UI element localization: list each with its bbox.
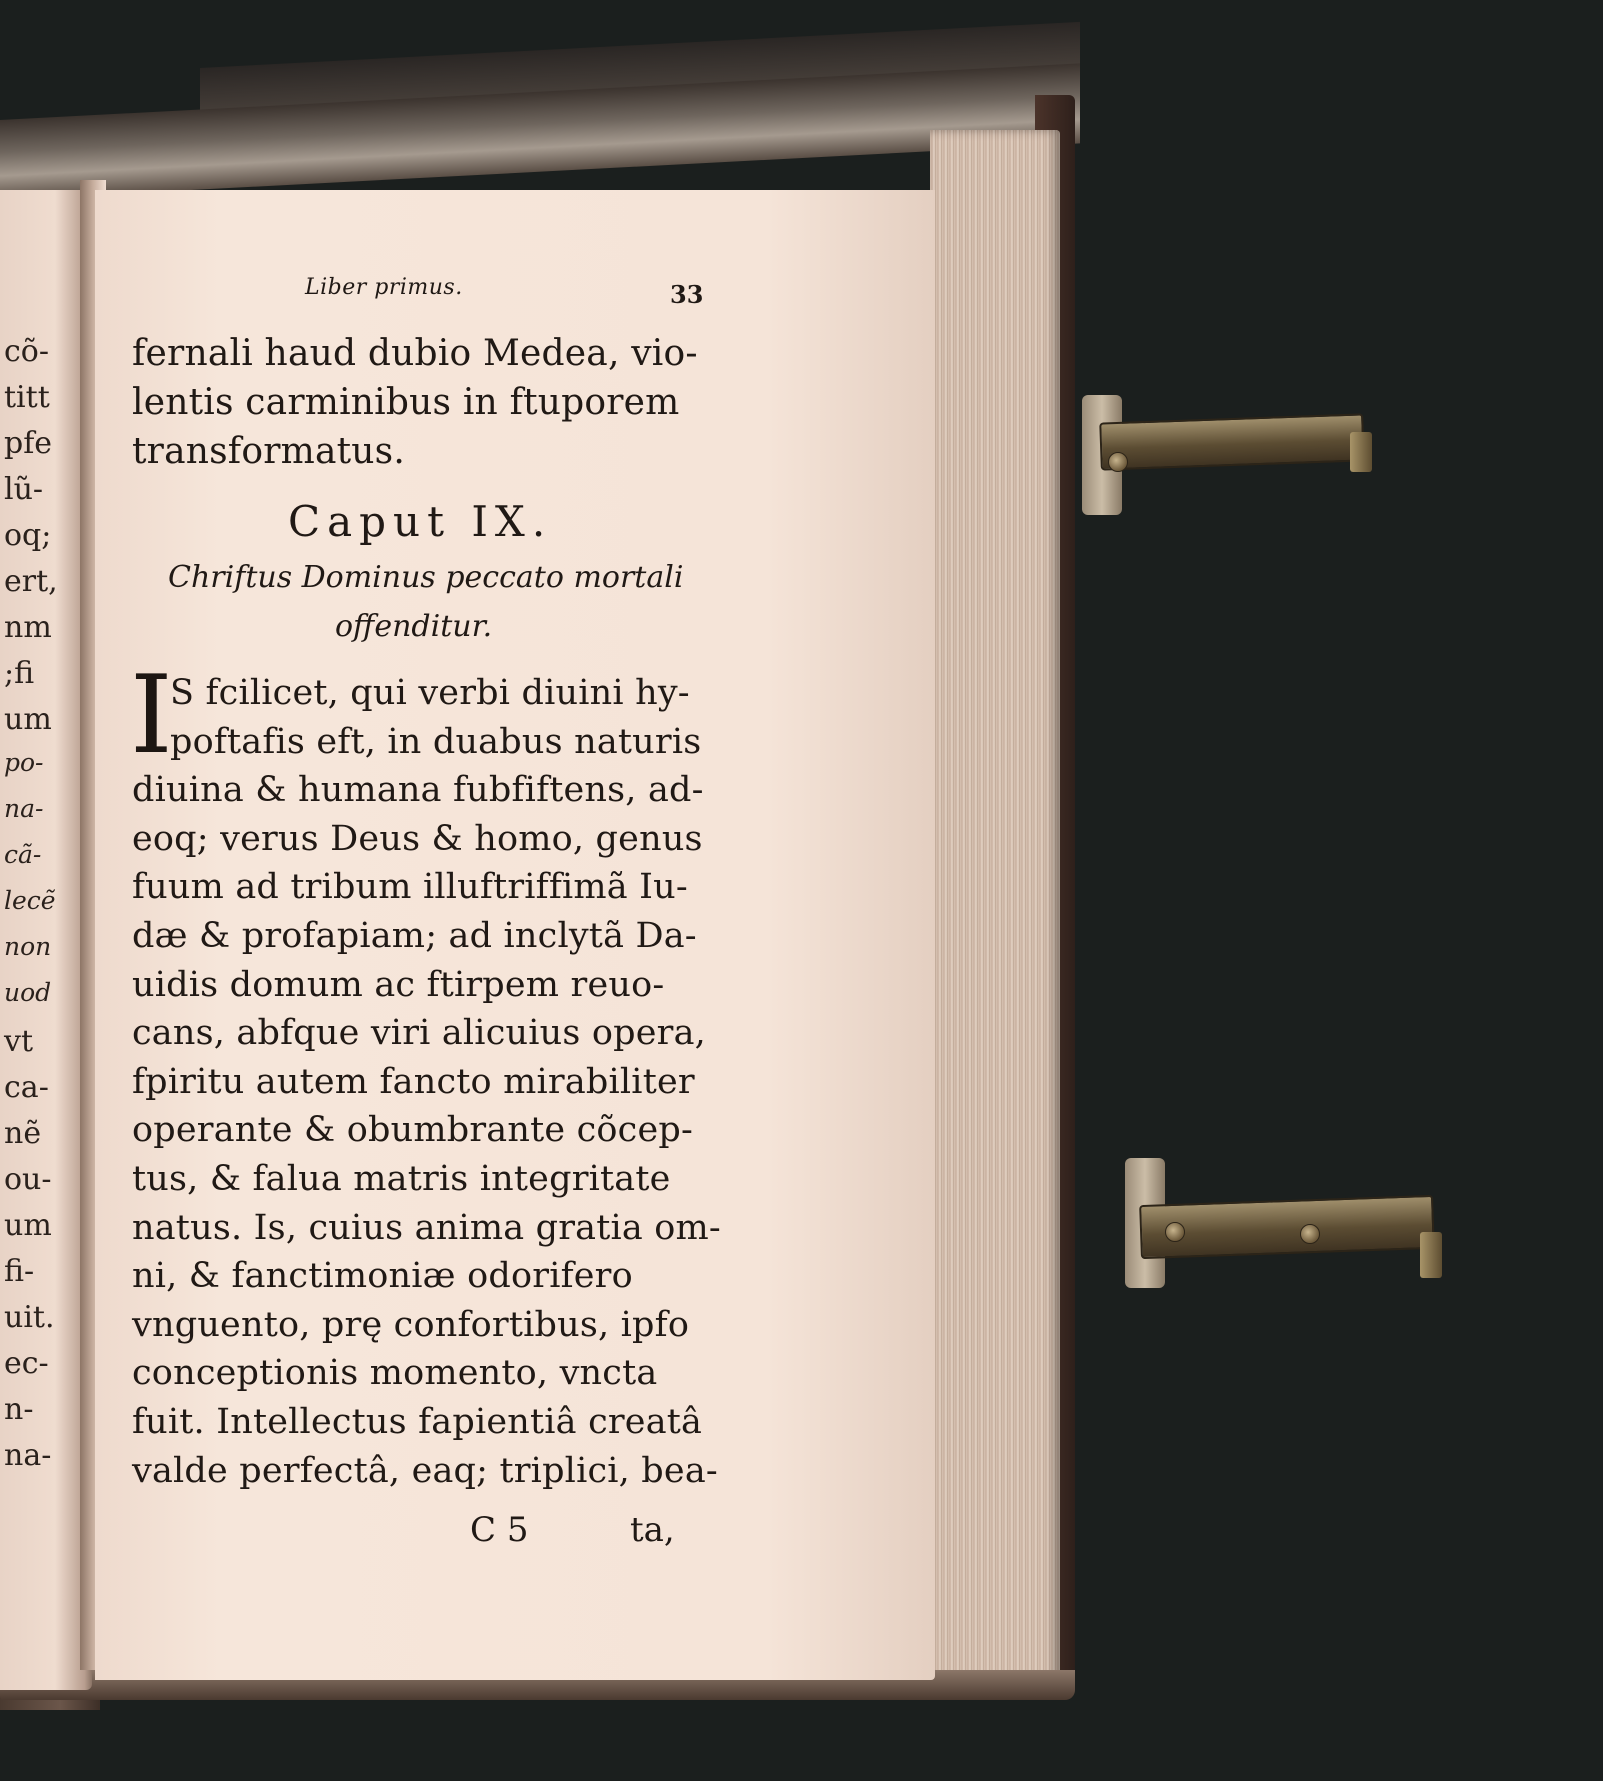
left-page-fragment: non bbox=[4, 932, 52, 961]
catchword: ta, bbox=[630, 1510, 675, 1550]
opening-line: transformatus. bbox=[132, 431, 405, 472]
left-page-fragment: uit. bbox=[4, 1300, 55, 1335]
running-head: Liber primus. bbox=[305, 275, 463, 300]
body-line: eoq; verus Deus & homo, genus bbox=[132, 818, 703, 859]
left-page-fragment: ou- bbox=[4, 1162, 52, 1197]
left-page-fragment: cõ- bbox=[4, 334, 49, 369]
left-page bbox=[0, 190, 92, 1690]
lower-clasp-tip bbox=[1420, 1232, 1442, 1278]
left-page-fragment: uod bbox=[4, 978, 52, 1007]
left-page-fragment: um bbox=[4, 702, 52, 737]
page-edges bbox=[930, 130, 1060, 1690]
opening-line: fernali haud dubio Medea, vio- bbox=[132, 333, 698, 374]
rubric-line: offenditur. bbox=[335, 609, 493, 644]
left-page-fragment: ;fi bbox=[4, 656, 35, 691]
opening-line: lentis carminibus in ftuporem bbox=[132, 382, 680, 423]
lower-clasp-rivet bbox=[1300, 1224, 1320, 1244]
body-line: ni, & fanctimoniæ odorifero bbox=[132, 1256, 633, 1297]
left-page-fragment: cã- bbox=[4, 840, 42, 869]
left-page-fragment: lũ- bbox=[4, 472, 44, 507]
body-line: uidis domum ac ftirpem reuo- bbox=[132, 964, 665, 1005]
body-line: vnguento, prę confortibus, ipfo bbox=[132, 1304, 690, 1345]
body-line: natus. Is, cuius anima gratia om- bbox=[132, 1207, 721, 1248]
left-page-fragment: ca- bbox=[4, 1070, 49, 1105]
signature-mark: C 5 bbox=[470, 1510, 529, 1550]
body-line: S fcilicet, qui verbi diuini hy- bbox=[170, 673, 690, 713]
body-line: valde perfectâ, eaq; triplici, bea- bbox=[132, 1450, 718, 1491]
upper-clasp-rivet bbox=[1108, 452, 1128, 472]
left-page-fragment: na- bbox=[4, 1438, 52, 1473]
left-page-fragment: na- bbox=[4, 794, 44, 823]
folio-number: 33 bbox=[670, 280, 704, 309]
lower-clasp-rivet bbox=[1165, 1222, 1185, 1242]
rubric-line: Chriftus Dominus peccato mortali bbox=[168, 560, 684, 595]
body-line: tus, & falua matris integritate bbox=[132, 1159, 671, 1199]
body-line: poftafis eft, in duabus naturis bbox=[170, 721, 702, 762]
left-page-fragment: lecẽ bbox=[4, 886, 56, 915]
body-line: fuum ad tribum illuftriffimã Iu- bbox=[132, 867, 688, 908]
left-page-fragment: titt bbox=[4, 380, 50, 415]
body-line: operante & obumbrante cõcep- bbox=[132, 1110, 693, 1151]
body-line: cans, abfque viri alicuius opera, bbox=[132, 1013, 706, 1054]
upper-clasp-tip bbox=[1350, 432, 1372, 472]
left-page-fragment: nẽ bbox=[4, 1116, 42, 1151]
drop-capital: I bbox=[130, 653, 173, 778]
left-page-fragment: pfe bbox=[4, 426, 53, 461]
body-line: dæ & profapiam; ad inclytã Da- bbox=[132, 916, 697, 956]
upper-clasp-strap bbox=[1099, 413, 1365, 470]
body-line: conceptionis momento, vncta bbox=[132, 1353, 658, 1394]
body-line: fuit. Intellectus fapientiâ creatâ bbox=[132, 1402, 703, 1442]
left-page-fragment: um bbox=[4, 1208, 52, 1243]
chapter-heading: Caput IX. bbox=[288, 497, 553, 546]
left-page-fragment: po- bbox=[4, 748, 44, 777]
left-page-fragment: ec- bbox=[4, 1346, 49, 1381]
left-page-fragment: n- bbox=[4, 1392, 34, 1427]
left-page-fragment: ert, bbox=[4, 564, 58, 599]
left-page-fragment: nm bbox=[4, 610, 52, 645]
left-page-fragment: oq; bbox=[4, 518, 52, 553]
left-page-fragment: fi- bbox=[4, 1254, 35, 1289]
left-page-fragment: vt bbox=[4, 1024, 34, 1059]
body-line: fpiritu autem fancto mirabiliter bbox=[132, 1061, 695, 1102]
body-line: diuina & humana fubfiftens, ad- bbox=[132, 770, 704, 811]
